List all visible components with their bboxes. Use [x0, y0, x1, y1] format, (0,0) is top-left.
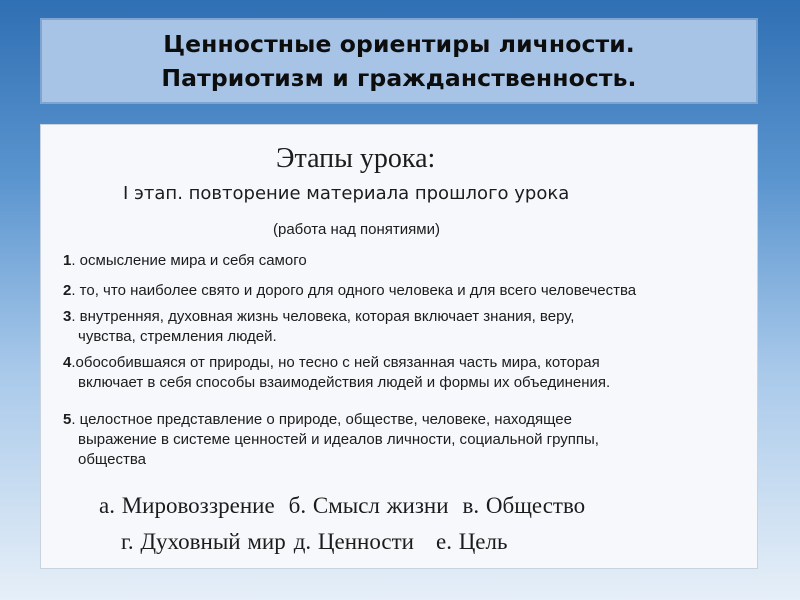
definition-item-4 — [63, 353, 743, 393]
terms-row-2 — [121, 529, 507, 555]
definition-item-2 — [63, 281, 743, 301]
item-number: 5 — [63, 411, 72, 428]
definition-item-1 — [63, 251, 743, 271]
item-text: . целостное представление о природе, обществе, человеке, находящее — [71, 411, 572, 428]
slide-content-box — [40, 124, 758, 569]
stage-subtitle: (работа над понятиями) — [273, 221, 440, 238]
item-text: . осмысление мира и себя самого — [71, 252, 307, 269]
item-number: 2 — [63, 282, 72, 299]
terms-row-1 — [99, 493, 585, 519]
slide-title-box — [40, 18, 758, 104]
item-number: 4 — [63, 354, 72, 371]
slide-title-line-1: Ценностные ориентиры личности. — [163, 30, 635, 58]
item-text: .обособившаяся от природы, но тесно с ней связанная часть мира, которая — [71, 354, 600, 371]
term-a: а. Мировоззрение — [99, 493, 275, 518]
item-text: . внутренняя, духовная жизнь человека, которая включает знания, веру, — [71, 308, 575, 325]
item-text-continued: общества — [78, 451, 146, 468]
definition-item-3 — [63, 307, 743, 347]
item-text-continued: чувства, стремления людей. — [78, 328, 277, 345]
item-text-continued: включает в себя способы взаимодействия людей и формы их объединения. — [78, 374, 611, 391]
definition-item-5 — [63, 410, 743, 470]
item-text: . то, что наиболее свято и дорого для одного человека и для всего человечества — [71, 282, 637, 299]
term-b: б. Смысл жизни — [288, 493, 449, 518]
term-g: г. Духовный мир — [121, 529, 286, 554]
term-e: е. Цель — [435, 529, 508, 554]
term-v: в. Общество — [462, 493, 586, 518]
term-d: д. Ценности — [293, 529, 414, 554]
stage-title: I этап. повторение материала прошлого урока — [123, 183, 570, 204]
stages-heading: Этапы урока: — [276, 143, 436, 174]
item-number: 1 — [63, 252, 72, 269]
item-number: 3 — [63, 308, 72, 325]
item-text-continued: выражение в системе ценностей и идеалов личности, социальной группы, — [78, 431, 599, 448]
slide-title-line-2: Патриотизм и гражданственность. — [161, 64, 637, 92]
